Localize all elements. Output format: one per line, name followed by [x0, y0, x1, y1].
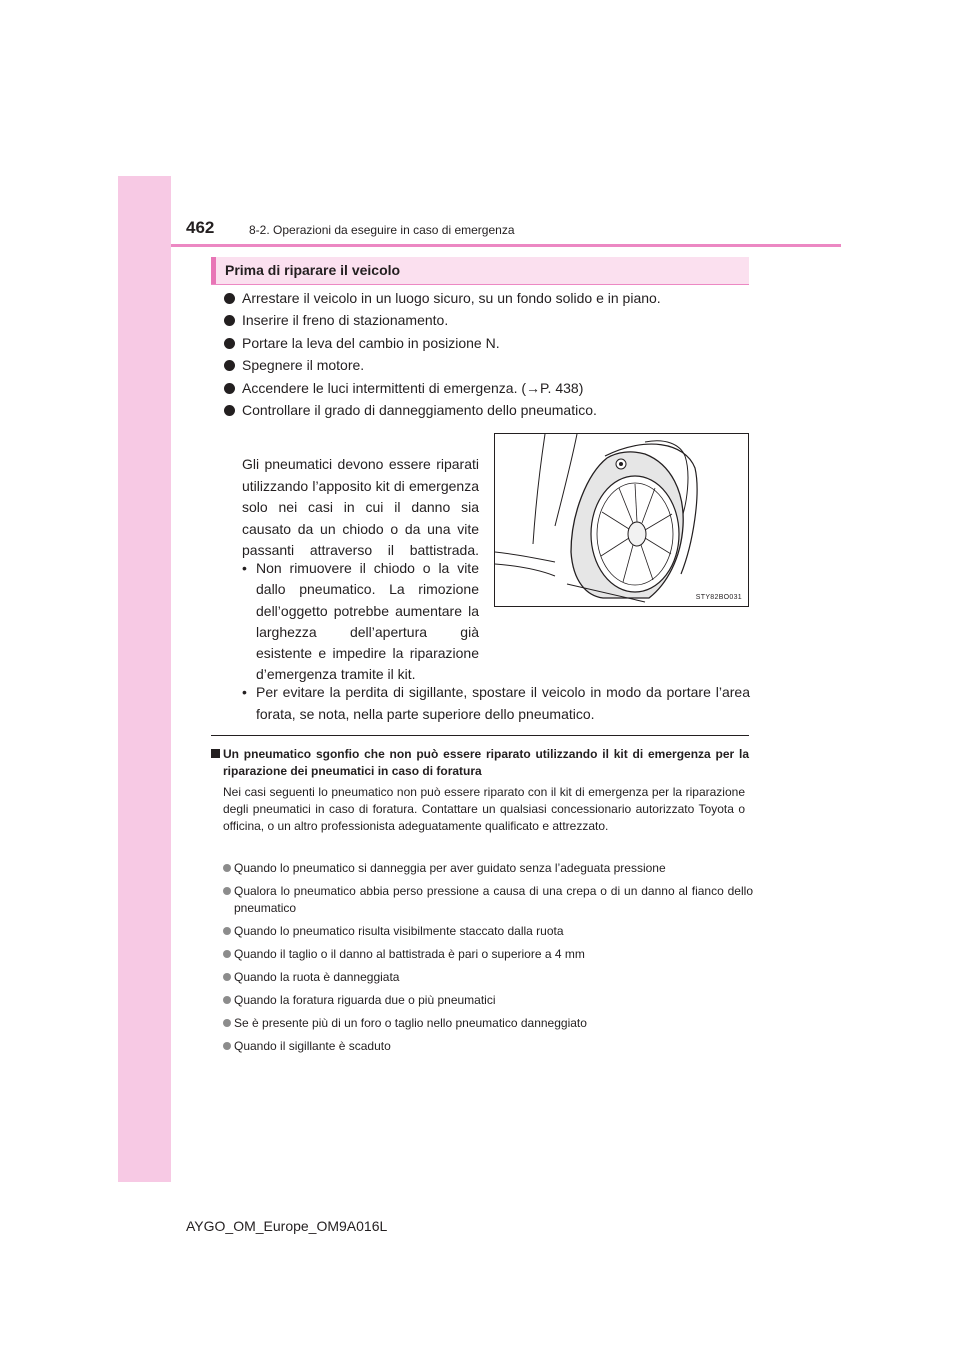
gray-dot-icon [223, 1019, 231, 1027]
list-item [224, 289, 754, 311]
list-item [224, 356, 754, 378]
list-item-text: Quando lo pneumatico si danneggia per aver guidato senza l’adeguata pressione [234, 861, 666, 875]
list-item [224, 379, 754, 401]
gray-dot-icon [223, 996, 231, 1004]
header-rule [171, 244, 841, 247]
footer-document-code: AYGO_OM_Europe_OM9A016L [186, 1218, 388, 1234]
page-number: 462 [186, 218, 215, 237]
bullet-dot-icon [224, 383, 235, 394]
note-body: Nei casi seguenti lo pneumatico non può essere riparato con il kit di emergenza per la riparazione degli pneumatici in caso di foratura. Contattare un qualsiasi concessionario autorizzato Toyota o officina, o un altro professionista adeguatamente qualificato e attrezzato. [223, 785, 745, 833]
side-tab-band [118, 176, 171, 1182]
list-item-text: Portare la leva del cambio in posizione N. [242, 334, 500, 351]
gray-dot-icon [223, 927, 231, 935]
box-heading [211, 257, 749, 285]
bullet-dot-icon [224, 405, 235, 416]
repair-paragraph: Gli pneumatici devono essere riparati utilizzando l’apposito kit di emergenza solo nei casi in cui il danno sia causato da un chiodo o da una vite passanti attraverso il battistrada. [242, 456, 479, 558]
square-bullet-icon [211, 749, 220, 758]
list-item-text: Quando lo pneumatico risulta visibilmente staccato dalla ruota [234, 924, 564, 938]
bullet-dot-icon [224, 338, 235, 349]
list-item-text: Quando la foratura riguarda due o più pneumatici [234, 993, 496, 1007]
note-title-text: Un pneumatico sgonfio che non può essere riparato utilizzando il kit di emergenza per la riparazione dei pneumatici in caso di foratura [223, 747, 749, 778]
sub-bullet-text: Non rimuovere il chiodo o la vite dallo pneumatico. La rimozione dell’oggetto potrebbe aumentare la larghezza dell’apertura già esistente e impedire la riparazione d’emergenza tramite il kit. [256, 560, 479, 683]
list-item [223, 860, 753, 877]
list-item-text: Quando la ruota è danneggiata [234, 970, 400, 984]
list-item [223, 992, 753, 1009]
list-item-text: Controllare il grado di danneggiamento dello pneumatico. [242, 401, 597, 418]
gray-dot-icon [223, 1042, 231, 1050]
punctured-tire-drawing [495, 434, 749, 607]
list-item-text: Inserire il freno di stazionamento. [242, 312, 449, 329]
list-item [224, 311, 754, 333]
bullet-dot-icon [224, 293, 235, 304]
list-item [223, 969, 753, 986]
sub-bullet-mark: • [242, 560, 247, 576]
list-item-text: Se è presente più di un foro o taglio nello pneumatico danneggiato [234, 1016, 587, 1030]
list-item-text: Quando il sigillante è scaduto [234, 1039, 391, 1053]
bullet-dot-icon [224, 315, 235, 326]
sub-bullet-mark: • [242, 684, 247, 700]
list-item-text: Quando il taglio o il danno al battistrada è pari o superiore a 4 mm [234, 947, 585, 961]
list-item [224, 401, 754, 423]
list-item [223, 946, 753, 963]
gray-dot-icon [223, 973, 231, 981]
list-item [223, 1038, 753, 1055]
note-title [211, 746, 749, 780]
list-item-text: Spegnere il motore. [242, 357, 365, 374]
section-divider [211, 735, 749, 736]
list-item [223, 923, 753, 940]
list-item-text: Arrestare il veicolo in un luogo sicuro, su un fondo solido e in piano. [242, 290, 661, 306]
note-list [223, 860, 753, 1061]
list-item [223, 1015, 753, 1032]
sub-bullet-list [242, 558, 479, 686]
gray-dot-icon [223, 864, 231, 872]
procedure-list [224, 289, 754, 423]
gray-dot-icon [223, 950, 231, 958]
list-item [223, 883, 753, 917]
tire-illustration [494, 433, 749, 607]
list-item-text: Qualora lo pneumatico abbia perso pressione a causa di una crepa o di un danno al fianco dello pneumatico [234, 884, 753, 915]
sub-bullet-item [242, 558, 479, 686]
list-item-text: Accendere le luci intermittenti di emergenza. (→P. 438) [242, 379, 584, 396]
figure-code: STY82BO031 [695, 594, 742, 601]
section-title: 8-2. Operazioni da eseguire in caso di emergenza [249, 223, 515, 237]
sub-bullet-item [242, 681, 750, 725]
heading-accent-bar [211, 257, 216, 284]
bullet-dot-icon [224, 360, 235, 371]
sub-bullet-text: Per evitare la perdita di sigillante, spostare il veicolo in modo da portare l’area forata, se nota, nella parte superiore dello pneumatico. [256, 684, 750, 722]
gray-dot-icon [223, 887, 231, 895]
list-item [224, 334, 754, 356]
box-heading-label: Prima di riparare il veicolo [225, 262, 401, 278]
